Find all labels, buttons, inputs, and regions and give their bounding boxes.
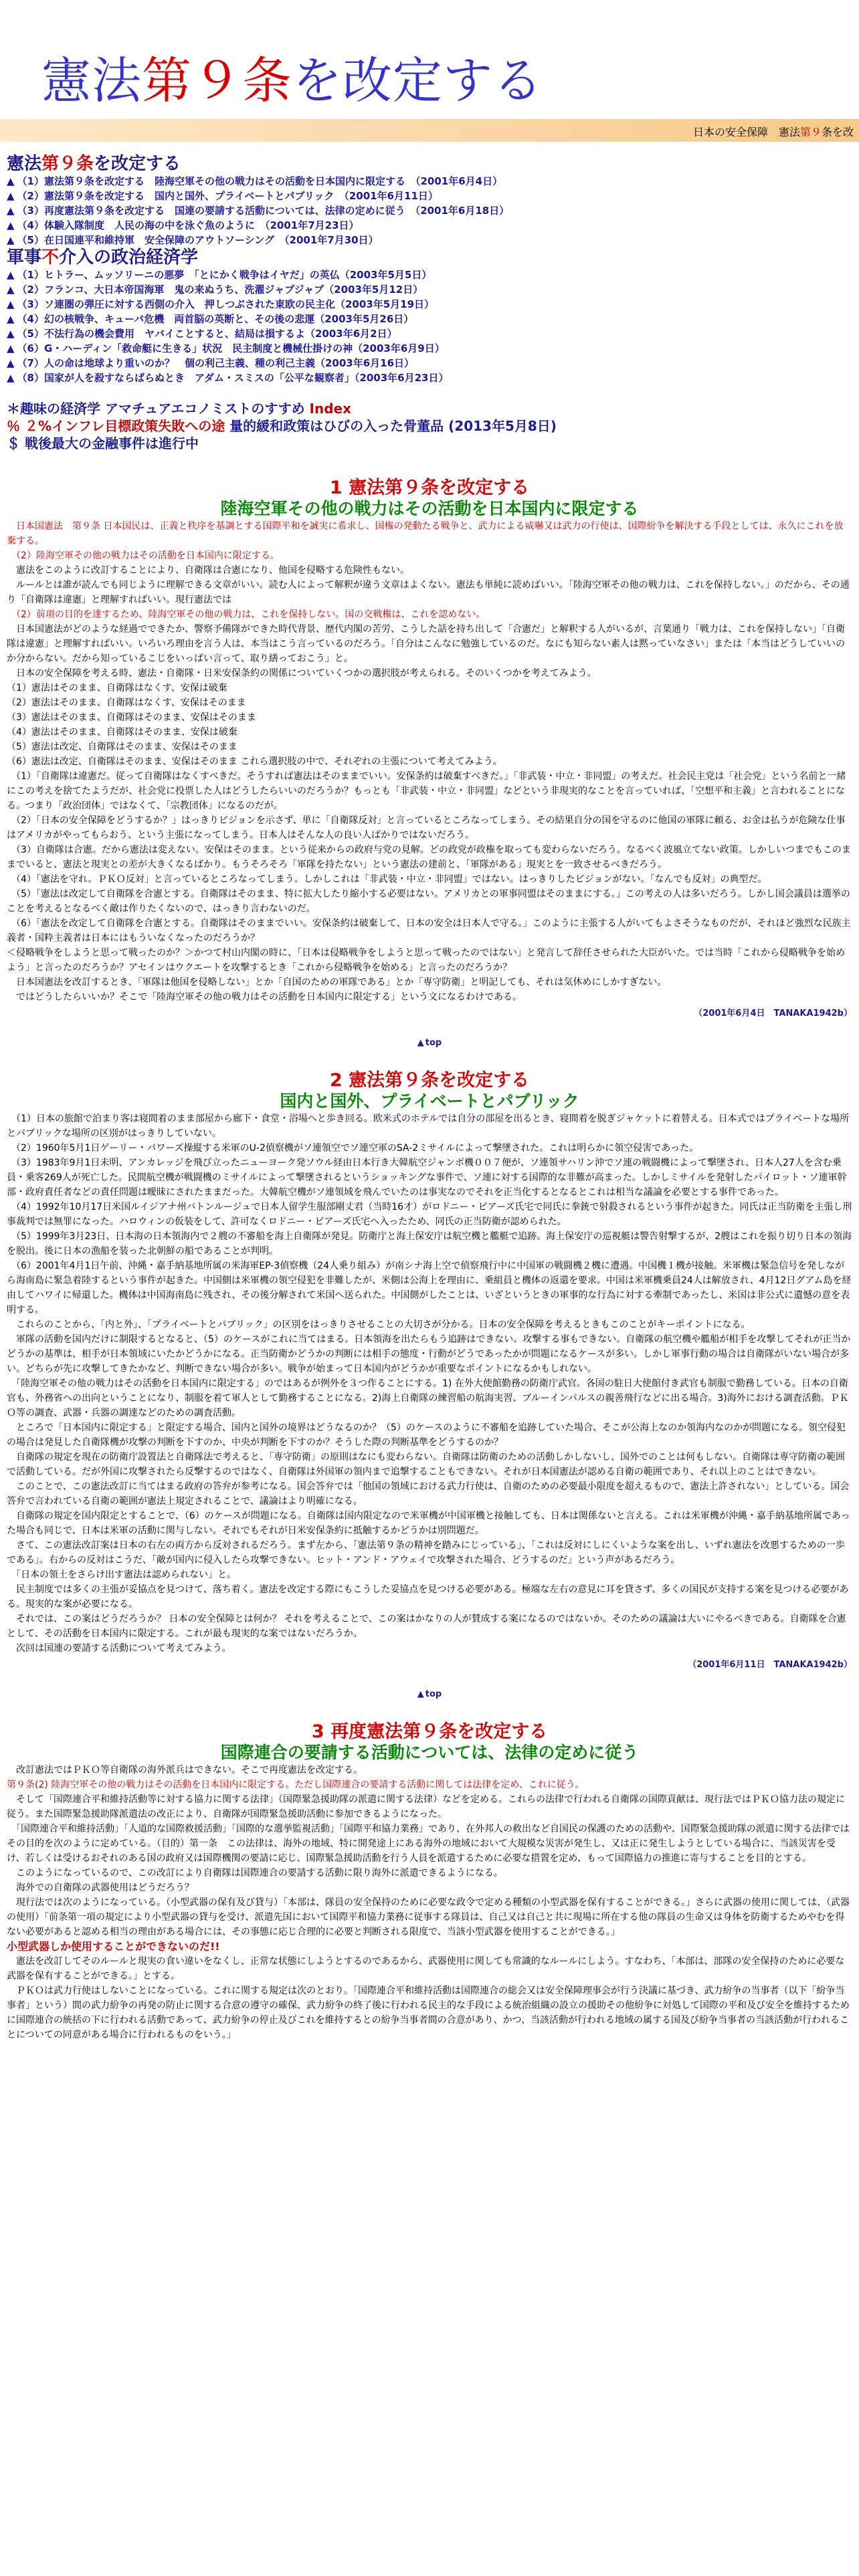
index-link-financial-label: ＄ 戦後最大の金融事件は進行中	[7, 435, 199, 451]
paragraph: （3）自衛隊は合憲。だから憲法は変えない。安保はそのまま。という従来からの政府与党の見解。どの政党が政権を取っても変わらないだろう。なるべく波風立てない政策。しかしいつまでもこのままでいると、憲法と現実との差が大きくなるばかり。もうそろそろ「軍隊を持たない」という憲法の建前と、「軍隊がある」現実とを一致させるべきだろう。	[7, 845, 851, 870]
paragraph: （1）「自衛隊は違憲だ。従って自衛隊はなくすべきだ。そうすれば憲法はそのままでいい。安保条約は破棄すべきだ。」「非武装・中立・非同盟」の考えだ。社会民主党は「社会党」という名前と一緒にこの考えを捨てたようだが、社会党に投票した人はどうしたらいいのだろうか？もっとも「非武装・中立・非同盟」などという非現実的なことを言っていれば、「空想平和主義」と言われることになる。つまり「政治団体」ではなくて、「宗教団体」になるのだが。	[7, 771, 846, 811]
index-links	[0, 385, 859, 452]
paragraph: ＜侵略戦争をしようと思って戦ったのか？＞かつて村山内閣の時に、「日本は侵略戦争をしようと思って戦ったのではない」と発言して辞任させられた大臣がいた。では当時「これから侵略戦争を始めよう」と言ったのだろうか？アセインはウクエートを攻撃するとき「これから侵略戦争を始める」と言ったのだろうか？	[7, 948, 845, 973]
paragraph: （6）「憲法を改定して自衛隊を合憲とする。自衛隊はそのままでいい。安保条約は破棄して、日本の安全は日本人で守る。」このように主張する人がいてもよさそうなものだが、それほど強烈な民族主義者・国粋主義者は日本にはもういなくなったのだろうか？	[7, 918, 851, 944]
index-link-inflation[interactable]	[7, 417, 859, 435]
section-2	[0, 1070, 859, 1701]
toc-gunji-item-label: （8）国家が人を殺すならばらぬとき アダム・スミスの「公平な観察者」（2003年6月23日）	[17, 372, 449, 384]
site-title	[41, 41, 543, 112]
triangle-icon: ▲	[7, 175, 15, 187]
paragraph: （4）憲法はそのまま、自衛隊はそのまま、安保は破棄	[7, 727, 237, 738]
section-3	[0, 1721, 859, 2042]
breadcrumb-part-a: 日本の安全保障 憲法	[692, 126, 800, 138]
toc-kenpo-item-label: （1）憲法第９条を改定する 陸海空軍その他の戦力はその活動を日本国内に限定する （2001年6月4日）	[17, 175, 503, 187]
section-1-signature: （2001年6月4日 TANAKA1942b）	[694, 1008, 852, 1018]
paragraph: （3）憲法はそのまま、自衛隊はそのまま、安保はそのまま	[7, 712, 256, 723]
paragraph: （6）憲法は改定、自衛隊はそのまま、安保はそのまま これら選択肢の中で、それぞれの主張について考えてみよう。	[7, 756, 502, 767]
paragraph: そして「国際連合平和維持活動等に対する協力に関する法律」（国際緊急援助隊の派遣に関する法律）などを定める。これらの法律で行われる自衛隊の国際貢献は、現行法ではＰＫＯ協力法の規定に従う。また国際緊急援助隊派遣法の改正により、自衛隊が国際緊急援助活動に参加できるようになった。	[7, 1794, 845, 1820]
triangle-icon: ▲	[7, 219, 15, 231]
breadcrumb-part-c: 条を改	[821, 126, 854, 138]
toc-kenpo-item[interactable]	[7, 174, 859, 189]
triangle-icon: ▲	[7, 190, 15, 202]
toc1-title-b: 第９条	[41, 154, 94, 174]
title-part-c: を改定する	[292, 52, 543, 110]
toc-gunji-item[interactable]	[7, 282, 859, 297]
paragraph: 自衛隊の規定を現在の防衛庁設置法と自衛隊法で考えると、「専守防衛」の原則はなにも変わらない。自衛隊は防衛のための活動しかしないし、国外でのことは何もしない。自衛隊は専守防衛の範囲で活動している。だが外国に攻撃されたら反撃するのではなく、自衛隊は外国軍の領内まで追撃することもできない。それが日本国憲法が認める自衛の範囲であり、それ以上のことはできない。	[7, 1452, 845, 1477]
triangle-icon: ▲	[7, 284, 15, 296]
section-1-body	[7, 519, 852, 1004]
section-3-body	[7, 1763, 852, 2042]
index-link-hobby-label: ＊趣味の経済学 アマチュアエコノミストのすすめ	[7, 401, 310, 417]
paragraph: このことで、この憲法改訂に当てはまる政府の答弁が参考になる。国会答弁では「他国の領域における武力行使は、自衛のための必要最小限度を超えるもので、憲法上許されない」としている。国会答弁で言われている自衛の範囲が憲法上規定されることで、議論はより明確になる。	[7, 1481, 850, 1507]
section-1-subtitle: 陸海空軍その他の戦力はその活動を日本国内に限定する	[220, 499, 639, 518]
paragraph: 民主制度では多くの主張が妥協点を見つけて、落ち着く。憲法を改定する際にもこうした妥協点を見つける必要がある。極端な左右の意見に耳を貸さず、多くの国民が支持する案を見つける必要がある。現実的な案が必要になる。	[7, 1584, 849, 1610]
breadcrumb	[693, 124, 854, 139]
section-2-subtitle: 国内と国外、プライベートとパブリック	[280, 1091, 579, 1111]
toc-kenpo-item[interactable]	[7, 203, 859, 218]
title-part-a: 憲法	[41, 52, 142, 110]
toc-gunji-item-label: （1）ヒトラー、ムッソリーニの悪夢 「とにかく戦争はイヤだ」の英仏（2003年5月5日）	[17, 269, 432, 281]
paragraph: 日本国憲法を改訂するとき、「軍隊は他国を侵略しない」とか「自国のための軍隊である」とか「専守防衛」と明記しても、それは気休めにしかすぎない。	[7, 977, 667, 988]
triangle-icon: ▲	[7, 298, 15, 310]
paragraph: 海外での自衛隊の武器使用はどうだろう？	[7, 1883, 194, 1893]
section-2-body	[7, 1111, 852, 1656]
paragraph: （3）1983年9月1日未明、アンカレッジを飛び立ったニューヨーク発ソウル経由日本行き大韓航空ジャンボ機００７便が、ソ連領サハリン沖でソ連の戦闘機によって撃墜され、日本人27人を含む乗員・乗客269人が死亡した。民間航空機が戦闘機のミサイルによって撃墜されるというショッキングな事件で、ソ連に対する国際的な非難が高まった。しかしミサイルを発射したパイロット・ソ連軍幹部・政府責任者などの責任問題は曖昧にされたままだった。大韓航空機がソ連領域を飛んでいたのは事実なのでそれを正当化するとなるとこれは相当な議論を必要とする事件であった。	[7, 1158, 847, 1198]
paragraph: ところで「日本国内に限定する」と限定する場合、国内と国外の境界はどうなるのか？（5）のケースのように不審船を追跡していた場合、そこが公海上なのか領海内なのかが問題になる。領空侵犯の場合は発見した自衛隊機が攻撃の判断を下すのか、中央が判断を下すのか？そうした際の判断基準をどうするのか？	[7, 1422, 846, 1448]
toc-gunji-item[interactable]	[7, 370, 859, 385]
paragraph: 日本の安全保障を考える時、憲法・自衛隊・日米安保条約の関係についていくつかの選択肢が考えられる。そのいくつかを考えてみよう。	[7, 668, 597, 679]
paragraph: （5）憲法は改定、自衛隊はそのまま、安保はそのまま	[7, 742, 237, 752]
toc2-title-c: 介入の政治経済学	[59, 247, 199, 267]
index-link-hobby[interactable]	[7, 400, 859, 417]
index-link-inflation-label: ％ ２%インフレ目標政策失敗への途	[7, 418, 230, 434]
paragraph: ＰＫＯは武力行使はしないことになっている。これに関する規定は次のとおり。「国際連合平和維持活動は国際連合の総会又は安全保障理事会が行う決議に基づき、武力紛争の当事者（以下「紛争当事者」という）間の武力紛争の再発の防止に関する合意の遵守の確保、武力紛争の終了後に行われる民主的な手段による統治組織の設立の援助その他紛争に対処して国際の平和及び安全を維持するために国際連合の統括の下に行われる活動であって、武力紛争の停止及びこれを維持するとの紛争当事者間の合意があり、かつ、当該活動が行われる地域の属する国及び紛争当事者の当該活動が行われることについての同意がある場合に行われるものをいう。」	[7, 1985, 850, 2040]
triangle-icon: ▲	[7, 328, 15, 340]
triangle-icon: ▲	[7, 342, 15, 354]
paragraph: 軍隊の活動を国内だけに制限するとなると、（5）のケースがこれに当てはまる。日本領海を出たらもう追跡はできない。攻撃する事もできない。自衛隊の航空機や艦船が相手を攻撃してそれが正当かどうかの基準は、相手が日本領域にいたかどうかになる。正当防衛かどうかの判断には相手の態度・行動がどうであったかが問題になるケースが多い。しかし軍事行動の場合は自衛隊がいない場合が多い。どちらが先に攻撃してきたかなど、判断できない場合が多い。戦争が始まって日本国内がどうかが重要なポイントになるかもしれない。	[7, 1334, 851, 1374]
toc-gunji-item[interactable]	[7, 326, 859, 341]
triangle-up-icon: ▲	[417, 1689, 424, 1699]
paragraph: 日本国憲法 第９条 日本国民は、正義と秩序を基調とする国際平和を誠実に希求し、国権の発動たる戦争と、武力による威嚇又は武力の行使は、国際紛争を解決する手段としては、永久にこれを放棄する。	[7, 521, 844, 546]
paragraph: （2）1960年5月1日ゲーリー・パワーズ操縦する米軍のU-2偵察機がソ連領空でソ連空軍のSA-2ミサイルによって撃墜された。これは明らかに領空侵害であった。	[7, 1143, 699, 1154]
toc-gunji-item-label: （7）人の命は地球より重いのか？ 個の利己主義、種の利己主義（2003年6月16日）	[17, 357, 415, 369]
paragraph: 憲法を改訂してそのルールと現実の食い違いをなくし、正常な状態にしようとするのであるから、武器使用に関しても常識的なルールにしよう。すなわち、「本部は、部隊の安全保持のために必要な武器を保有することができる。」とする。	[7, 1956, 845, 1981]
toc-gunji-item[interactable]	[7, 312, 859, 326]
toc-kenpo-item-label: （5）在日国連平和維持軍 安全保障のアウトソーシング （2001年7月30日）	[17, 234, 379, 246]
paragraph: （2）前項の目的を達するため、陸海空軍その他の戦力は、これを保持しない。国の交戦権は、これを認めない。	[7, 609, 486, 620]
page-header	[0, 0, 859, 119]
triangle-icon: ▲	[7, 313, 15, 325]
top-link-1[interactable]	[7, 1037, 852, 1050]
breadcrumb-band	[0, 119, 859, 142]
top-link-1-label: top	[425, 1038, 442, 1048]
triangle-icon: ▲	[7, 269, 15, 281]
paragraph: （2）憲法はそのまま、自衛隊はなくす、安保はそのまま	[7, 697, 246, 708]
toc-gunji-item-label: （6）G・ハーディン「救命艇に生きる」状況 民主制度と機械仕掛けの神（2003年6月9日）	[17, 342, 445, 354]
toc-gunji-item[interactable]	[7, 267, 859, 282]
paragraph: （4）「憲法を守れ。ＰＫＯ反対」と言っているところなってしまう。しかしこれは「非武装・中立・非同盟」ではない。はっきりしたビジョンがない。「なんでも反対」の典型だ。	[7, 874, 767, 885]
paragraph: これらのことから、「内と外」、「プライベートとパブリック」の区別をはっきりさせることの大切さが分かる。日本の安全保障を考えるときもこのことがキーポイントになる。	[7, 1319, 751, 1330]
toc2-title-a: 軍事	[7, 247, 42, 267]
paragraph: （1）日本の旅館で泊まり客は寝間着のまま部屋から廊下・食堂・浴場へと歩き回る。欧米式のホテルでは自分の部屋を出るとき、寝間着を脱ぎジャケットに着替える。日本式ではプライベートな場所とパブリックな場所の区別がはっきりしていない。	[7, 1113, 850, 1139]
toc1-title-a: 憲法	[7, 154, 42, 174]
paragraph: 次回は国連の要請する活動について考えてみよう。	[7, 1643, 231, 1654]
paragraph: このようになっているので、この改訂により自衛隊は国際連合の要請する活動に限り海外に派遣できるようになる。	[7, 1868, 503, 1879]
index-link-hobby-index: Index	[309, 401, 351, 417]
section-2-signature: （2001年6月11日 TANAKA1942b）	[688, 1660, 852, 1670]
paragraph: ルールとは誰が読んでも同じように理解できる文章がいい。読む人によって解釈が違う文章はよくない。憲法も単純に読めばいい。「陸海空軍その他の戦力は、これを保持しない。」のだから、その通り「自衛隊は違憲」と理解すればいい。現行憲法では	[7, 580, 850, 605]
section-2-title: 2 憲法第９条を改定する	[329, 1070, 530, 1091]
section-1-title: 1 憲法第９条を改定する	[329, 477, 530, 498]
toc-kenpo	[0, 142, 859, 385]
paragraph: 日本国憲法がどのような経過でできたか、警察予備隊ができた時代背景、歴代内閣の苦労、こうした話を持ち出して「合憲だ」と解釈する人がいるが、言葉通り「戦力は、これを保持しない」「自衛隊は違憲」と理解すればいい。いろいろ理由を言う人は、本当はこう言っているのだろう。「自分はこんなに勉強しているのだ。なにも知らない素人は黙っていなさい」または「本当はどうしていいのか分からない。だから知っているこじをいっぱい言って、取り繕っておこう」と。	[7, 624, 845, 664]
paragraph: 第９条(2) 陸海空軍その他の戦力はその活動を日本国内に限定する。ただし国際連合の要請する活動に関しては法律を定め、これに従う。	[7, 1780, 585, 1790]
paragraph: 「日本の領土をさらけ出す憲法は認められない」と。	[7, 1570, 236, 1580]
top-link-2[interactable]	[7, 1688, 852, 1701]
paragraph: （5）1999年3月23日、日本海の日本領海内で２艘の不審船を海上自衛隊が発見。防衛庁と海上保安庁は航空機と艦艇で追跡。海上保安庁の巡視艇は警告射撃するが、2艘はこれを振り切り日本の領海を脱出。後に日本の漁船を装った北朝鮮の船であることが判明。	[7, 1231, 852, 1257]
toc-gunji-item-label: （3）ソ連圏の弾圧に対する西側の介入 押しつぶされた東欧の民主化（2003年5月19日）	[17, 298, 435, 310]
section-3-subtitle: 国際連合の要請する活動については、法律の定めに従う	[220, 1743, 639, 1762]
breadcrumb-part-b: 第９	[799, 126, 822, 138]
toc-kenpo-title	[7, 154, 859, 174]
toc-gunji-item[interactable]	[7, 341, 859, 356]
paragraph: それでは、この案はどうだろうか？ 日本の安全保障とは何か？ それを考えることで、この案はかなりの人が賛成する案になるのではないか。そのための議論は大いにやるべきである。自衛隊を合憲として、その活動を日本国内に限定する。これが最も現実的な案ではないだろうか。	[7, 1614, 846, 1639]
triangle-icon: ▲	[7, 234, 15, 246]
paragraph: 改訂憲法ではＰＫＯ等自衛隊の海外派兵はできない。そこで再度憲法を改定する。	[7, 1765, 363, 1776]
paragraph: （6）2001年4月1日午前、沖縄・嘉手納基地所属の米海軍EP-3偵察機（24人乗り組み）が南シナ海上空で偵察飛行中に中国軍の戦闘機２機に遭遇。中国機１機が接触。米軍機は緊急信号を発しながら海南島に緊急着陸するという事件が起きた。中国側は米軍機の領空侵犯を非難したが、米側は公海上を理由に、乗組員と機体の返還を要求。中国は米軍機乗員24人は解放され、4月12日グアム島を経由してハワイに帰還した。機体は中国海南島に残され、その後分解されて米国へ送られた。中国側がしたことは、いざというときの軍事的な行為に対する牽制であったし、米国は非公式に遺憾の意を表明する。	[7, 1261, 852, 1315]
toc-gunji-item-label: （5）不法行為の機会費用 ヤバイことすると、結局は損するよ（2003年6月2日）	[17, 328, 397, 340]
toc-kenpo-item-label: （2）憲法第９条を改定する 国内と国外、プライベートとパブリック （2001年6月11日）	[17, 190, 438, 202]
toc-kenpo-item-label: （4）体験入隊制度 人民の海の中を泳ぐ魚のように （2001年7月23日）	[17, 219, 359, 231]
triangle-up-icon: ▲	[417, 1038, 424, 1048]
toc-gunji-item-label: （2）フランコ、大日本帝国海軍 鬼の来ぬうち、洗濯ジャブジャブ（2003年5月12日）	[17, 284, 423, 296]
toc-kenpo-item[interactable]	[7, 233, 859, 247]
paragraph: 小型武器しか使用することができないのだ!!	[7, 1940, 220, 1953]
toc-kenpo-list	[7, 174, 859, 247]
toc1-title-c: を改定する	[94, 154, 181, 174]
paragraph: 「国際連合平和維持活動」「人道的な国際救援活動」「国際的な選挙監視活動」「国際平和協力業務」であり、在外邦人の救出など自国民の保護のための活動や、国際緊急援助隊の派遣に関する法律ではその目的を次のように定めている。（目的）第一条 この法律は、海外の地域、特に開発途上にある海外の地域において大規模な災害が発生し、又は正に発生しようとしている場合に、当該災害を受け、若しくは受けるおそれのある国の政府又は国際機関の要請に応じ、国際緊急援助活動を行う人員を派遣するために必要な措置を定め、もって国際協力の推進に寄与することを目的とする。	[7, 1824, 850, 1864]
toc-gunji-title	[7, 247, 859, 267]
paragraph: （1）憲法はそのまま、自衛隊はなくす、安保は破棄	[7, 683, 227, 693]
paragraph: 自衛隊の規定を国内限定とすることで、（6）のケースが問題になる。自衛隊は国内限定なので米軍機が中国軍機と接触しても、日本は関係ないと言える。これは米軍機が沖縄・嘉手納基地所属であった場合も同じで、日本は米軍の活動に関与しない。それでもそれが日米安保条約に抵触するかどうかは別問題だ。	[7, 1511, 850, 1536]
paragraph: 「陸海空軍その他の戦力はその活動を日本国内に限定する」のではあるが例外を３つ作ることにする。1) 在外大使館勤務の防衛庁武官。各国の駐日大使館付き武官も制服で勤務している。日本の自衛官も、外務省への出向ということになり、制服を着て軍人として勤務することになる。2)海上自衛隊の練習船の航海実習、ブルーインパルスの親善飛行などに出る場合。3)海外における調査活動。ＰＫＯ等の調査、武器・兵器の調達などのための調査活動。	[7, 1378, 849, 1418]
paragraph: （2）陸海空軍その他の戦力はその活動を日本国内に限定する。	[7, 550, 280, 561]
toc-kenpo-item[interactable]	[7, 218, 859, 233]
section-1	[0, 477, 859, 1050]
toc-gunji-list	[7, 267, 859, 385]
paragraph: 現行法では次のようになっている。（小型武器の保有及び貸与）「本部は、隊員の安全保持のために必要な政令で定める種類の小型武器を保有することができる。」さらに武器の使用に関しては、（武器の使用）「前条第一項の規定により小型武器の貸与を受け、派遣先国において国際平和協力業務に従事する隊員は、自己又は自己と共に現場に所在する他の隊員の生命又は身体を防衛するためやむを得ない必要があると認める相当の理由がある場合には、その事態に応じ合理的に必要と判断される限度で、当該小型武器を使用することができる。」	[7, 1897, 850, 1937]
toc-gunji-item[interactable]	[7, 356, 859, 370]
toc2-title-b: 不	[41, 247, 60, 267]
triangle-icon: ▲	[7, 357, 15, 369]
paragraph: 憲法をこのように改訂することにより、自衛隊は合憲になり、他国を侵略する危険性もない。	[7, 565, 409, 576]
toc-gunji-item[interactable]	[7, 297, 859, 312]
title-part-b: 第９条	[142, 52, 292, 110]
paragraph: （5）「憲法は改定して自衛隊を合憲とする。自衛隊はそのまま、特に拡大したり縮小する必要はない。アメリカとの軍事同盟はそのままにする。」この考えの人は多いだろう。しかし国会議員は選挙のことを考えるとなるべく敵は作りたくないので、はっきり言わないのだ。	[7, 889, 850, 914]
toc-kenpo-item-label: （3）再度憲法第９条を改定する 国連の要請する活動については、法律の定めに従う （2001年6月18日）	[17, 205, 510, 217]
toc-kenpo-item[interactable]	[7, 189, 859, 203]
paragraph: ではどうしたらいいか？そこで「陸海空軍その他の戦力はその活動を日本国内に限定する」という文になるわけである。	[7, 992, 522, 1002]
paragraph: （2）「日本の安全保障をどうするか？」はっきりビジョンを示さず、単に「自衛隊反対」と言っているところなってしまう。その結果自分の国を守るのに他国の軍隊に頼る、お金は払うが危険な仕事はアメリカがやってもらおう、という主張になってしまう。日本人はそんな人の良い人ばかりではないだろう。	[7, 815, 846, 841]
section-3-title: 3 再度憲法第９条を改定する	[311, 1721, 548, 1742]
toc-gunji-item-label: （4）幻の核戦争、キューバ危機 両首脳の英断と、その後の悲運（2003年5月26日）	[17, 313, 414, 325]
index-link-financial[interactable]	[7, 435, 859, 452]
triangle-icon: ▲	[7, 372, 15, 384]
top-link-2-label: top	[425, 1689, 442, 1699]
triangle-icon: ▲	[7, 205, 15, 217]
index-link-inflation-title: 量的緩和政策はひびの入った骨董品 (2013年5月8日)	[229, 418, 557, 434]
paragraph: さて、この憲法改訂案は日本の右左の両方から反対されるだろう。まず左から、「憲法第９条の精神を踏みにじっている」、「これは反対にしにくいような案を出し、いずれ憲法を改悪するための一歩である」。右からの反対はこうだ、「敵が国内に侵入したら攻撃できない。ヒット・アンド・アウェイで攻撃された場合、どうするのだ」という声があるだろう。	[7, 1540, 845, 1566]
paragraph: （4）1992年10月17日米国ルイジアナ州バトンルージュで日本人留学生服部剛丈君（当時16才）がロドニー・ピアーズ氏宅で同氏に拳銃で射殺されるという事件が起きた。同氏は正当防衛を主張し刑事裁判では無罪になった。ハロウィンの仮装をして、許可なくロドニー・ピアーズ氏宅へ入ったため、同氏の正当防衛が認められた。	[7, 1202, 852, 1227]
